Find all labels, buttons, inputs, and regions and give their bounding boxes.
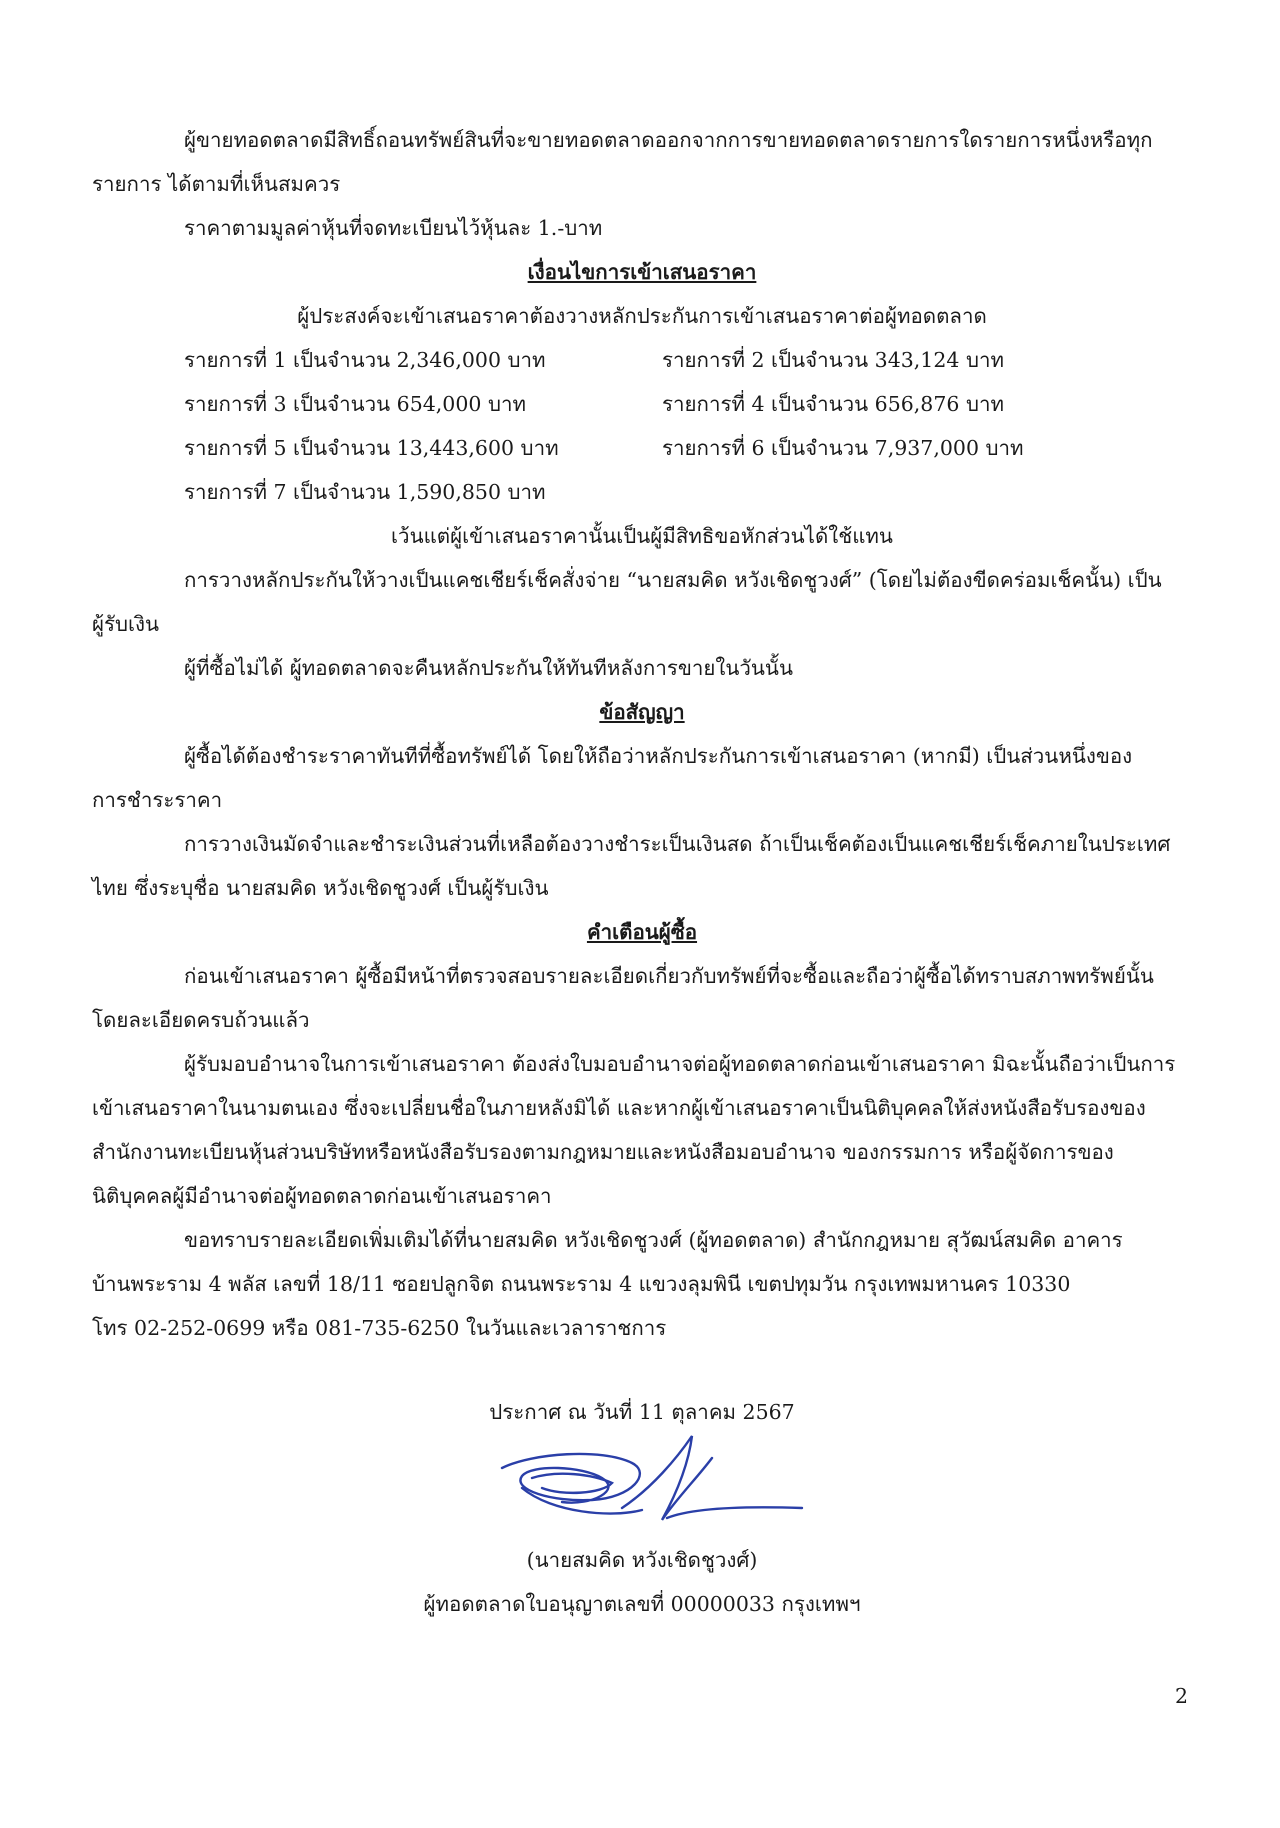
deposit-item: รายการที่ 3 เป็นจำนวน 654,000 บาท bbox=[184, 392, 526, 416]
withdrawal-right-paragraph bbox=[92, 118, 1192, 206]
deposit-items-list bbox=[92, 338, 1192, 514]
deposit-item: รายการที่ 7 เป็นจำนวน 1,590,850 บาท bbox=[184, 480, 546, 504]
deposit-item: รายการที่ 2 เป็นจำนวน 343,124 บาท bbox=[662, 348, 1004, 372]
page-number: 2 bbox=[1174, 1684, 1188, 1708]
contact-paragraph bbox=[92, 1218, 1192, 1350]
deposit-item: รายการที่ 4 เป็นจำนวน 656,876 บาท bbox=[662, 392, 1004, 416]
bid-conditions-heading: เงื่อนไขการเข้าเสนอราคา bbox=[527, 260, 757, 284]
warning-p2-line-1: ผู้รับมอบอำนาจในการเข้าเสนอราคา ต้องส่งใบมอบอำนาจต่อผู้ทอดตลาดก่อนเข้าเสนอราคา มิฉะนั้นถือว่าเป็นการ bbox=[184, 1052, 1176, 1076]
refund-text: ผู้ที่ซื้อไม่ได้ ผู้ทอดตลาดจะคืนหลักประกันให้ทันทีหลังการขายในวันนั้น bbox=[184, 656, 793, 680]
withdrawal-line-2: รายการ ได้ตามที่เห็นสมควร bbox=[92, 172, 341, 196]
signer-name: (นายสมคิด หวังเชิดชูวงศ์) bbox=[526, 1548, 758, 1572]
warning-p1-line-2: โดยละเอียดครบถ้วนแล้ว bbox=[92, 1008, 310, 1032]
signer-title: ผู้ทอดตลาดใบอนุญาตเลขที่ 00000033 กรุงเทพฯ bbox=[423, 1592, 861, 1616]
warning-paragraph-2 bbox=[92, 1042, 1192, 1218]
agreement-paragraph-2 bbox=[92, 822, 1192, 910]
warning-p2-line-4: นิติบุคคลผู้มีอำนาจต่อผู้ทอดตลาดก่อนเข้าเสนอราคา bbox=[92, 1184, 552, 1208]
agreement-p2-line-1: การวางเงินมัดจำและชำระเงินส่วนที่เหลือต้องวางชำระเป็นเงินสด ถ้าเป็นเช็คต้องเป็นแคชเชียร์เช็คภายในประเทศ bbox=[184, 832, 1171, 856]
agreement-heading: ข้อสัญญา bbox=[599, 700, 685, 724]
deposit-method-line-2: ผู้รับเงิน bbox=[92, 612, 160, 636]
announcement-date: ประกาศ ณ วันที่ 11 ตุลาคม 2567 bbox=[489, 1400, 795, 1424]
agreement-paragraph-1 bbox=[92, 734, 1192, 822]
agreement-p2-line-2: ไทย ซึ่งระบุชื่อ นายสมคิด หวังเชิดชูวงศ์ เป็นผู้รับเงิน bbox=[92, 876, 549, 900]
warning-paragraph-1 bbox=[92, 954, 1192, 1042]
warning-p1-line-1: ก่อนเข้าเสนอราคา ผู้ซื้อมีหน้าที่ตรวจสอบรายละเอียดเกี่ยวกับทรัพย์ที่จะซื้อและถือว่าผู้ซื้อได้ทราบสภาพทรัพย์นั้น bbox=[184, 964, 1154, 988]
deposit-item: รายการที่ 6 เป็นจำนวน 7,937,000 บาท bbox=[662, 436, 1024, 460]
contact-line-1: ขอทราบรายละเอียดเพิ่มเติมได้ที่นายสมคิด หวังเชิดชูวงศ์ (ผู้ทอดตลาด) สำนักกฎหมาย สุวัฒน์สมคิด อาคาร bbox=[184, 1228, 1123, 1252]
warning-p2-line-2: เข้าเสนอราคาในนามตนเอง ซึ่งจะเปลี่ยนชื่อในภายหลังมิได้ และหากผู้เข้าเสนอราคาเป็นนิติบุคคลให้ส่งหนังสือรับรองของ bbox=[92, 1096, 1146, 1120]
deposit-method-line-1: การวางหลักประกันให้วางเป็นแคชเชียร์เช็คสั่งจ่าย “นายสมคิด หวังเชิดชูวงศ์” (โดยไม่ต้องขีดคร่อมเช็คนั้น) เป็น bbox=[184, 568, 1162, 592]
warning-p2-line-3: สำนักงานทะเบียนหุ้นส่วนบริษัทหรือหนังสือรับรองตามกฎหมายและหนังสือมอบอำนาจ ของกรรมการ หรือผู้จัดการของ bbox=[92, 1140, 1114, 1164]
par-value-text: ราคาตามมูลค่าหุ้นที่จดทะเบียนไว้หุ้นละ 1.-บาท bbox=[184, 216, 603, 240]
withdrawal-line-1: ผู้ขายทอดตลาดมีสิทธิ์ถอนทรัพย์สินที่จะขายทอดตลาดออกจากการขายทอดตลาดรายการใดรายการหนึ่งหรือทุก bbox=[184, 128, 1153, 152]
bid-conditions-intro: ผู้ประสงค์จะเข้าเสนอราคาต้องวางหลักประกันการเข้าเสนอราคาต่อผู้ทอดตลาด bbox=[297, 304, 987, 328]
agreement-p1-line-1: ผู้ซื้อได้ต้องชำระราคาทันทีที่ซื้อทรัพย์ได้ โดยให้ถือว่าหลักประกันการเข้าเสนอราคา (หากมี) เป็นส่วนหนึ่งของ bbox=[184, 744, 1133, 768]
contact-line-3: โทร 02-252-0699 หรือ 081-735-6250 ในวันและเวลาราชการ bbox=[92, 1316, 667, 1340]
exception-text: เว้นแต่ผู้เข้าเสนอราคานั้นเป็นผู้มีสิทธิขอหักส่วนได้ใช้แทน bbox=[391, 524, 893, 548]
deposit-method-paragraph bbox=[92, 558, 1192, 646]
contact-line-2: บ้านพระราม 4 พลัส เลขที่ 18/11 ซอยปลูกจิต ถนนพระราม 4 แขวงลุมพินี เขตปทุมวัน กรุงเทพมหานคร 10330 bbox=[92, 1272, 1071, 1296]
signature-block bbox=[92, 1390, 1192, 1626]
handwritten-signature bbox=[462, 1428, 822, 1538]
agreement-p1-line-2: การชำระราคา bbox=[92, 788, 223, 812]
deposit-item: รายการที่ 5 เป็นจำนวน 13,443,600 บาท bbox=[184, 436, 559, 460]
deposit-item: รายการที่ 1 เป็นจำนวน 2,346,000 บาท bbox=[184, 348, 546, 372]
warning-heading: คำเตือนผู้ซื้อ bbox=[586, 920, 698, 944]
